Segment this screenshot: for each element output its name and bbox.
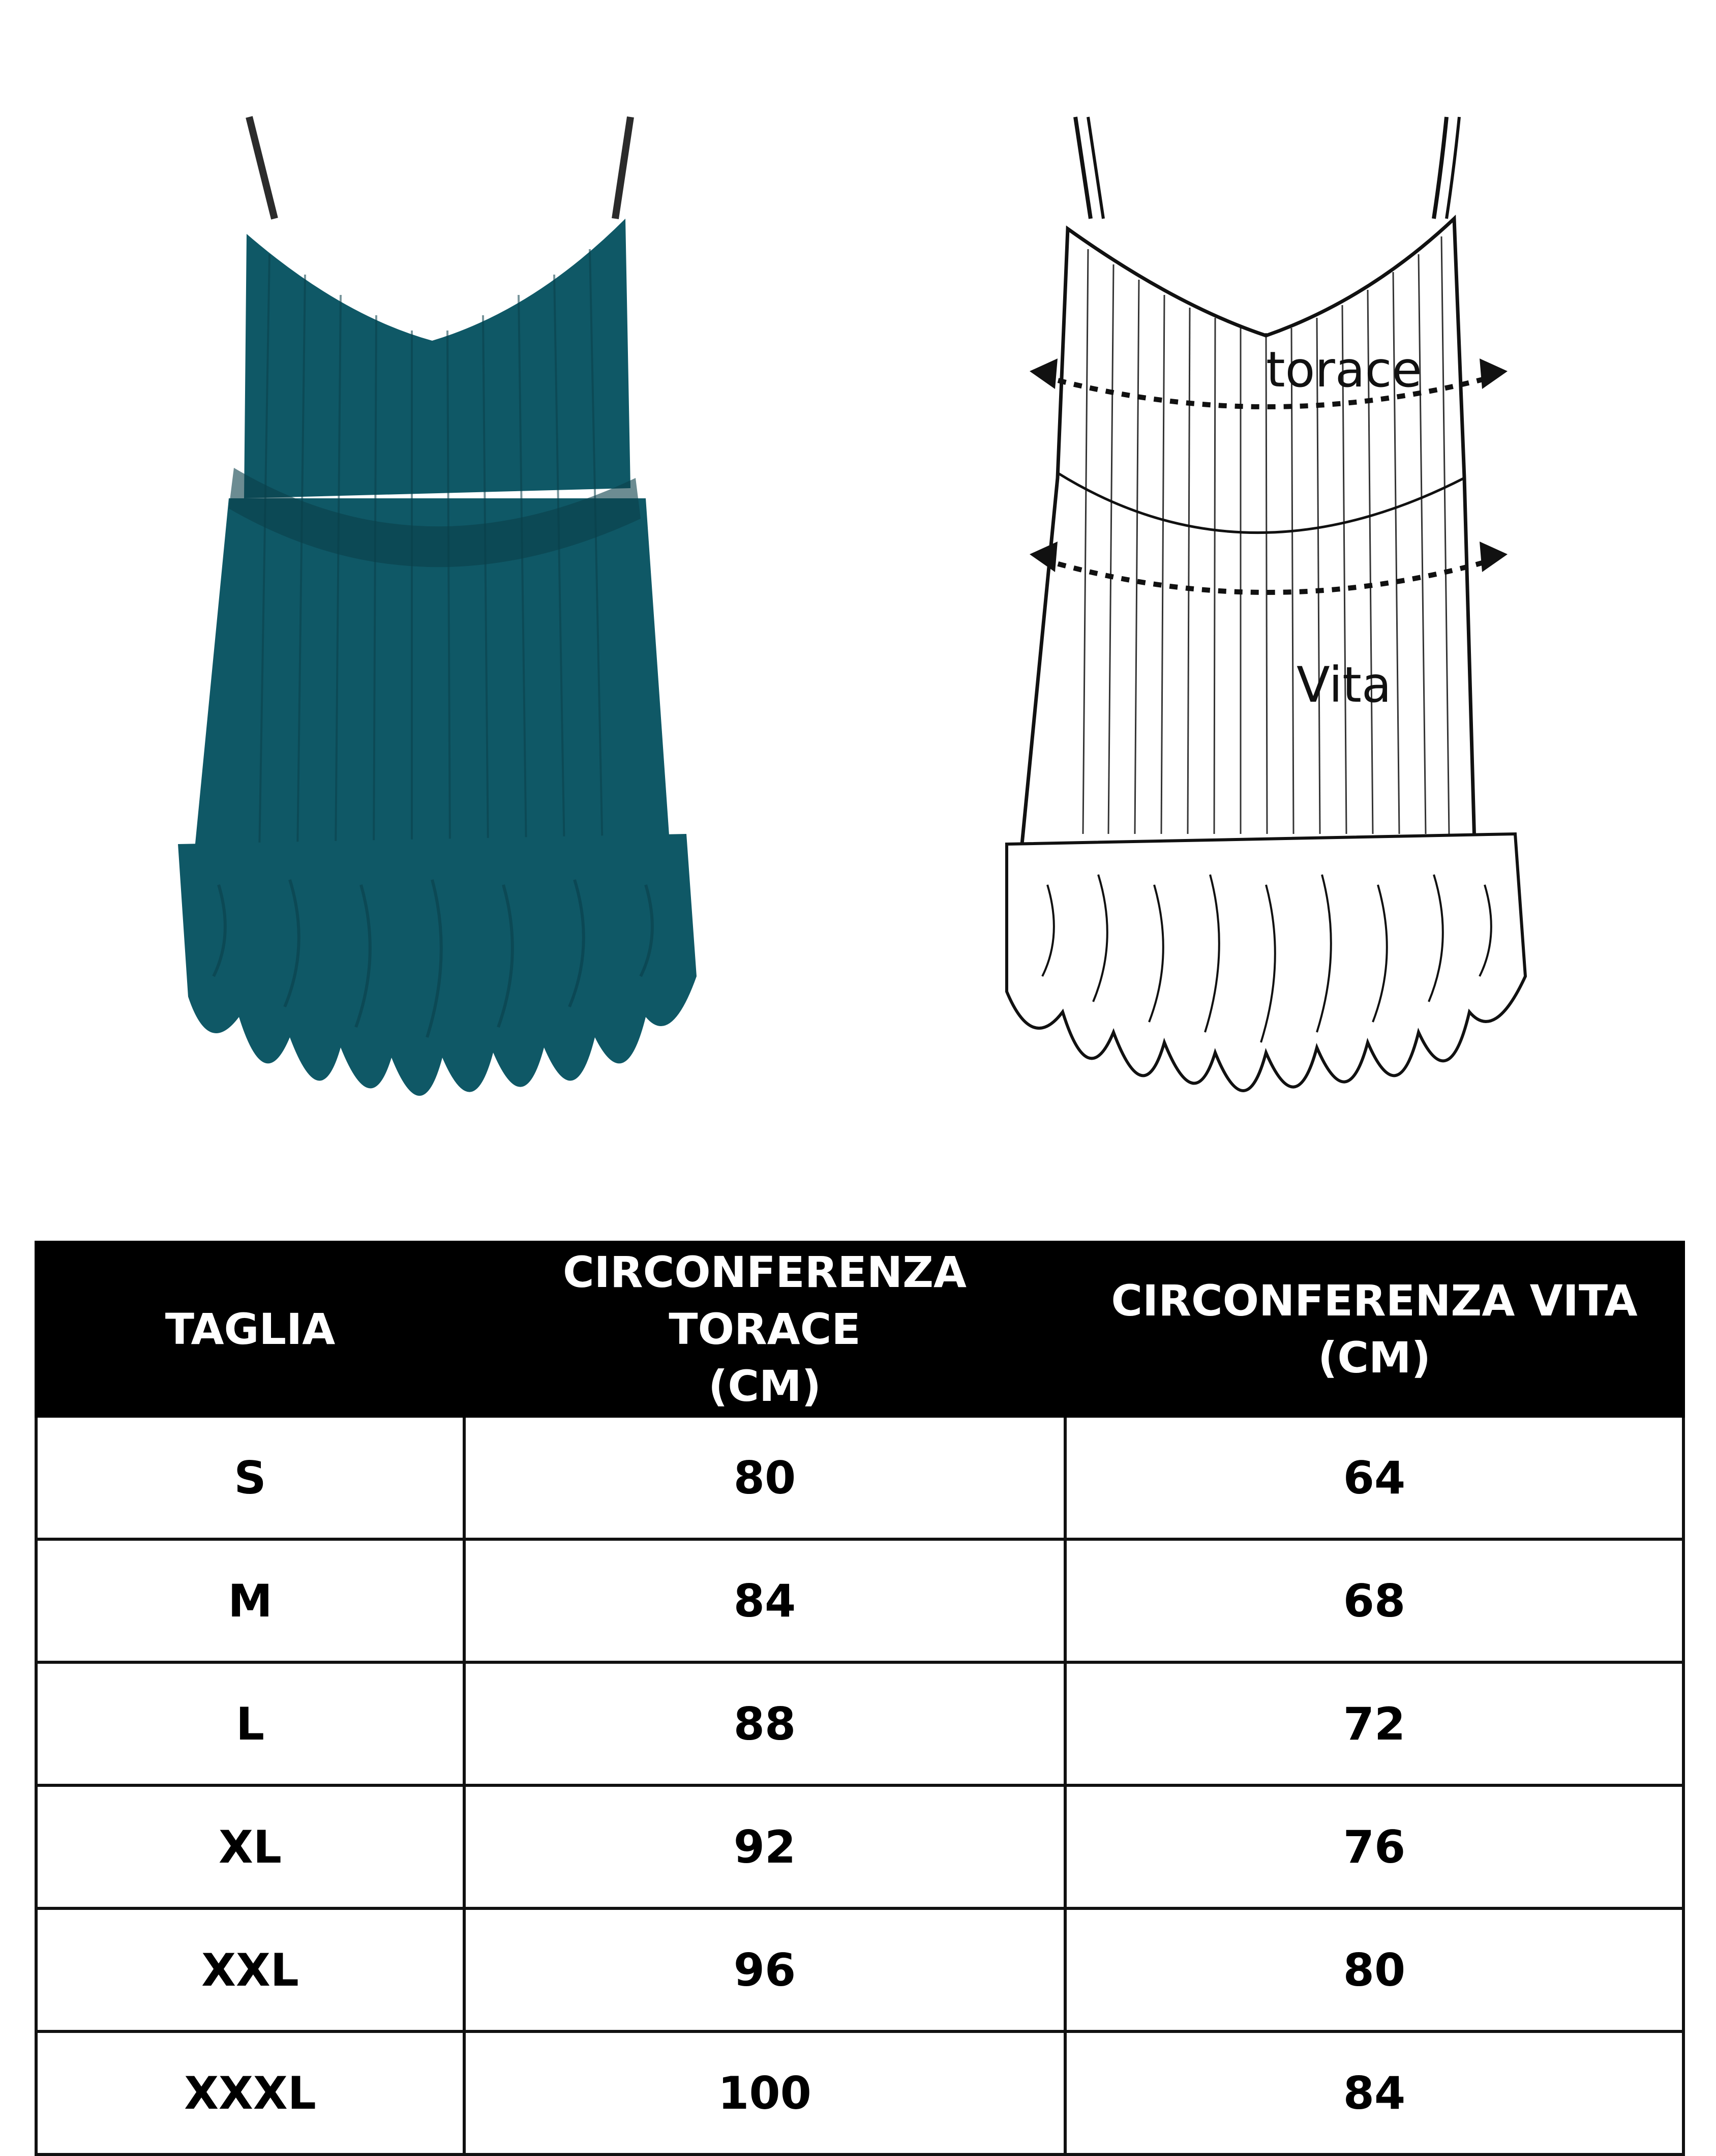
- size-chart-table: [35, 1241, 1685, 2156]
- table-row: [36, 1416, 1683, 1539]
- cell-waist: 76: [1065, 1785, 1683, 1908]
- cell-size: M: [36, 1539, 464, 1662]
- cell-size: XXL: [36, 1908, 464, 2031]
- dress-photo: [158, 102, 717, 1144]
- cell-waist: 80: [1065, 1908, 1683, 2031]
- header-chest-line1: CIRCONFERENZA TORACE: [563, 1247, 967, 1354]
- chest-arrow-left-icon: [1030, 358, 1058, 389]
- header-chest: [464, 1242, 1065, 1416]
- cell-size: XL: [36, 1785, 464, 1908]
- cell-size: L: [36, 1662, 464, 1785]
- header-waist-line1: CIRCONFERENZA VITA: [1111, 1276, 1638, 1326]
- dress-measurement-sketch: [981, 102, 1541, 1144]
- cell-chest: 100: [464, 2031, 1065, 2154]
- table-row: [36, 1539, 1683, 1662]
- table-header-row: [36, 1242, 1683, 1416]
- table-row: [36, 1908, 1683, 2031]
- table-row: [36, 1785, 1683, 1908]
- table-row: [36, 1662, 1683, 1785]
- table-row: [36, 2031, 1683, 2154]
- cell-chest: 80: [464, 1416, 1065, 1539]
- waist-arrow-left-icon: [1030, 542, 1058, 572]
- cell-waist: 64: [1065, 1416, 1683, 1539]
- header-waist-line2: (CM): [1317, 1333, 1431, 1383]
- cell-chest: 88: [464, 1662, 1065, 1785]
- cell-waist: 84: [1065, 2031, 1683, 2154]
- dress-photo-illustration: [158, 102, 717, 1144]
- waist-arrow-right-icon: [1480, 542, 1508, 572]
- chest-arrow-right-icon: [1480, 358, 1508, 389]
- cell-size: XXXL: [36, 2031, 464, 2154]
- header-chest-line2: (CM): [708, 1361, 822, 1411]
- cell-size: S: [36, 1416, 464, 1539]
- chest-label: torace: [1266, 341, 1422, 398]
- waist-label: Vita: [1297, 656, 1392, 713]
- header-waist: [1065, 1242, 1683, 1416]
- cell-waist: 68: [1065, 1539, 1683, 1662]
- cell-chest: 96: [464, 1908, 1065, 2031]
- cell-chest: 92: [464, 1785, 1065, 1908]
- header-size: TAGLIA: [36, 1242, 464, 1416]
- cell-waist: 72: [1065, 1662, 1683, 1785]
- dress-sketch-illustration: [981, 102, 1541, 1144]
- cell-chest: 84: [464, 1539, 1065, 1662]
